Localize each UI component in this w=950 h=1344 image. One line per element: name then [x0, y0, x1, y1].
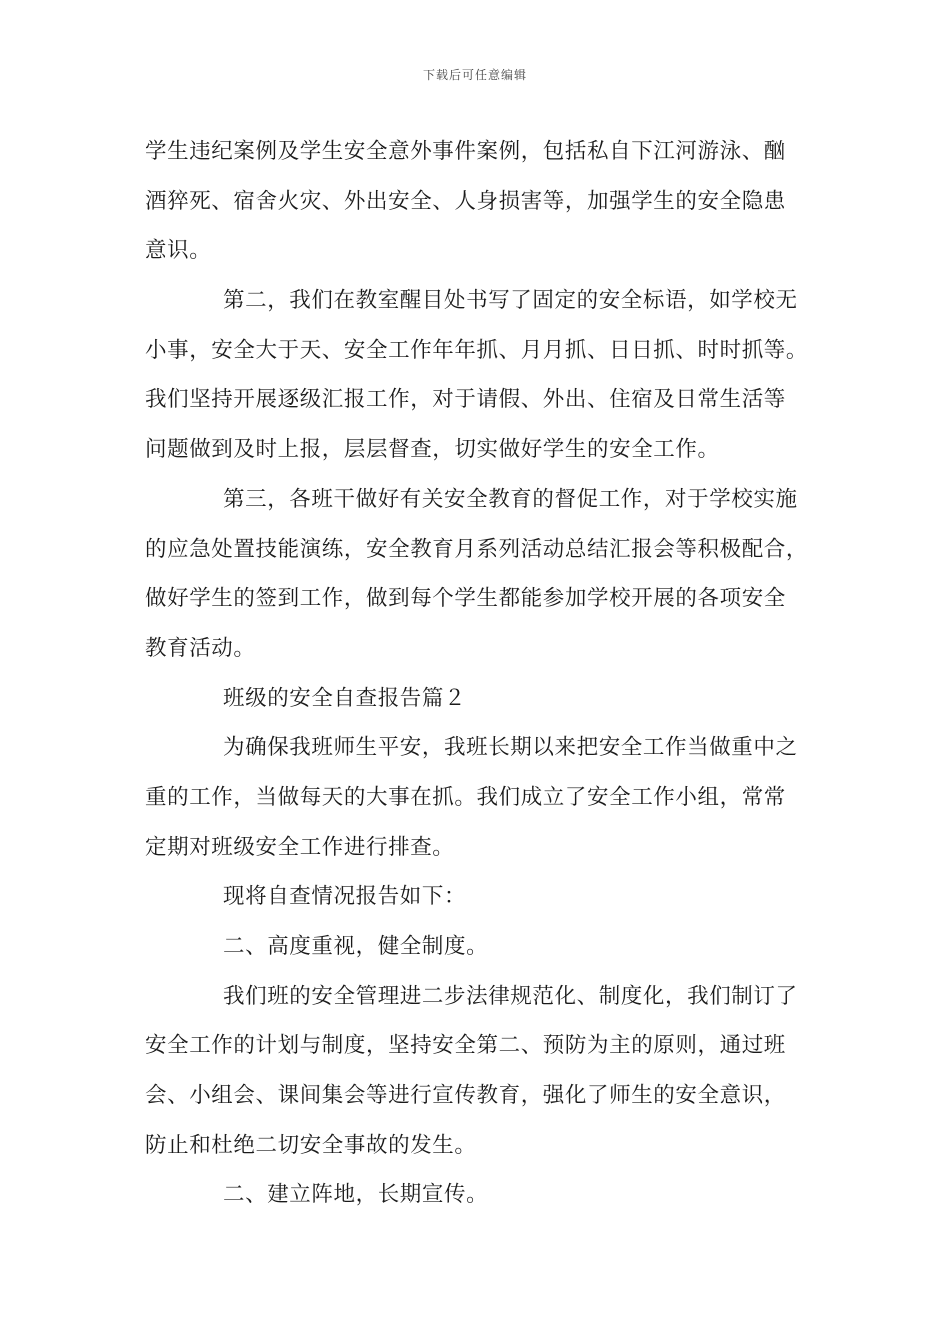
text-line: 意识。: [145, 238, 212, 264]
paragraph-start: 现将自查情况报告如下：: [223, 884, 467, 910]
text-line: 安全工作的计划与制度，坚持安全第二、预防为主的原则，通过班: [145, 1033, 786, 1059]
paragraph-start: 我们班的安全管理进二步法律规范化、制度化，我们制订了: [223, 983, 798, 1009]
text-line: 教育活动。: [145, 635, 256, 661]
text-line: 会、小组会、课间集会等进行宣传教育，强化了师生的安全意识，: [145, 1083, 786, 1109]
text-line: 防止和杜绝二切安全事故的发生。: [145, 1132, 477, 1158]
text-line: 的应急处置技能演练，安全教育月系列活动总结汇报会等积极配合，: [145, 536, 809, 562]
text-line: 酒猝死、宿舍火灾、外出安全、人身损害等，加强学生的安全隐患: [145, 188, 786, 214]
page-header: 下载后可任意编辑: [422, 68, 527, 82]
text-line: 学生违纪案例及学生安全意外事件案例，包括私自下江河游泳、酗: [145, 139, 786, 164]
text-line: 问题做到及时上报，层层督查，切实做好学生的安全工作。: [145, 437, 720, 463]
subsection-heading: 二、高度重视，健全制度。: [223, 934, 489, 959]
text-line: 小事，安全大于天、安全工作年年抓、月月抓、日日抓、时时抓等。: [145, 337, 809, 363]
text-line: 定期对班级安全工作进行排查。: [145, 834, 455, 860]
section-heading: 班级的安全自查报告篇２: [223, 685, 467, 711]
text-line: 做好学生的签到工作，做到每个学生都能参加学校开展的各项安全: [145, 586, 786, 612]
paragraph-start: 为确保我班师生平安，我班长期以来把安全工作当做重中之: [223, 735, 798, 761]
paragraph-start: 第三，各班干做好有关安全教育的督促工作，对于学校实施: [223, 486, 798, 512]
document-body: [145, 127, 815, 1220]
text-line: 我们坚持开展逐级汇报工作，对于请假、外出、住宿及日常生活等: [145, 387, 786, 413]
paragraph-start: 第二，我们在教室醒目处书写了固定的安全标语，如学校无: [223, 288, 798, 314]
text-line: 重的工作，当做每天的大事在抓。我们成立了安全工作小组，常常: [145, 784, 786, 810]
subsection-heading: 二、建立阵地，长期宣传。: [223, 1182, 489, 1208]
